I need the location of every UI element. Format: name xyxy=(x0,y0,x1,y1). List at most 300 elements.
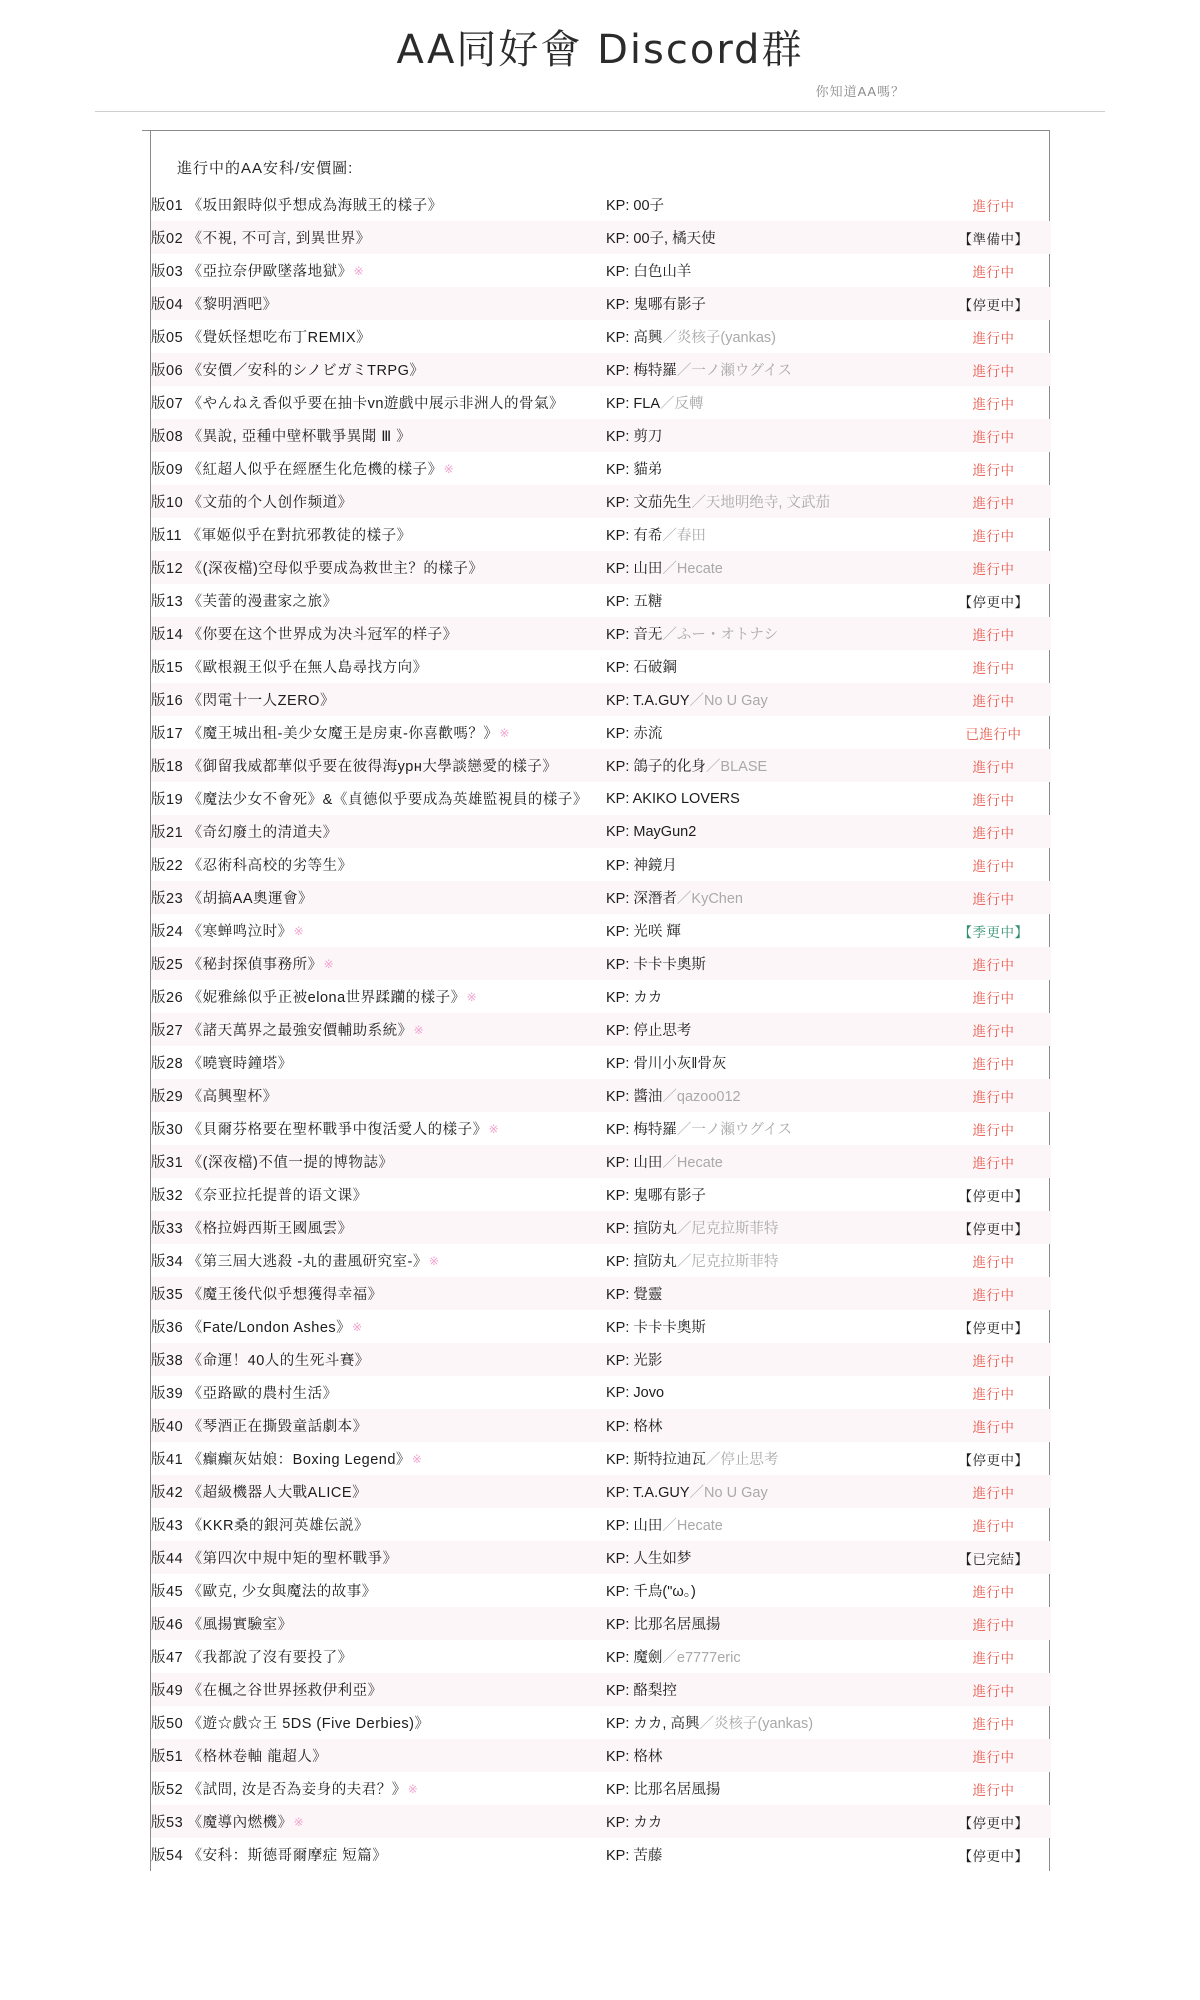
status-cell xyxy=(936,914,1051,947)
table-row[interactable] xyxy=(151,1013,1051,1046)
kp-prefix: KP: 覺靈 xyxy=(606,1287,663,1303)
table-row[interactable] xyxy=(151,617,1051,650)
board-number: 版30 xyxy=(151,1122,188,1138)
project-title: 《やんねえ香似乎要在抽卡vn遊戲中展示非洲人的骨氣》 xyxy=(187,396,564,412)
frame-top-border xyxy=(150,130,1050,143)
status-cell xyxy=(936,1046,1051,1079)
table-row[interactable] xyxy=(151,1409,1051,1442)
project-title: 《不視, 不可言, 到異世界》 xyxy=(187,231,371,247)
kp-cell xyxy=(606,1574,936,1607)
status-cell xyxy=(936,1475,1051,1508)
kp-cell xyxy=(606,1343,936,1376)
status-badge: 進行中 xyxy=(972,1155,1015,1171)
status-cell xyxy=(936,254,1051,287)
table-row[interactable] xyxy=(151,815,1051,848)
board-number: 版33 xyxy=(151,1221,188,1237)
status-badge: 進行中 xyxy=(972,1353,1015,1369)
table-row[interactable] xyxy=(151,716,1051,749)
status-cell xyxy=(936,419,1051,452)
board-number: 版34 xyxy=(151,1254,188,1270)
table-row[interactable] xyxy=(151,353,1051,386)
project-title-cell[interactable] xyxy=(151,1409,606,1442)
table-row[interactable] xyxy=(151,584,1051,617)
status-badge: 進行中 xyxy=(972,1584,1015,1600)
status-cell xyxy=(936,1277,1051,1310)
adult-mark-icon: ※ xyxy=(413,1023,424,1037)
status-cell xyxy=(936,716,1051,749)
project-title-cell[interactable] xyxy=(151,716,606,749)
board-number: 版38 xyxy=(151,1353,188,1369)
status-badge: 進行中 xyxy=(972,1683,1015,1699)
kp-cell xyxy=(606,1112,936,1145)
table-row[interactable] xyxy=(151,749,1051,782)
table-row[interactable] xyxy=(151,386,1051,419)
board-number: 版15 xyxy=(151,660,188,676)
project-title-cell[interactable] xyxy=(151,1640,606,1673)
project-title-cell[interactable] xyxy=(151,1112,606,1145)
project-title-cell[interactable] xyxy=(151,881,606,914)
project-title-cell[interactable] xyxy=(151,485,606,518)
project-title-cell[interactable] xyxy=(151,1178,606,1211)
kp-alias: ／尼克拉斯菲特 xyxy=(676,1254,779,1270)
project-title-cell[interactable] xyxy=(151,1805,606,1838)
board-number: 版06 xyxy=(151,363,188,379)
status-cell xyxy=(936,1838,1051,1871)
project-title: 《黎明酒吧》 xyxy=(187,297,278,313)
project-title: 《安科：斯德哥爾摩症 短篇》 xyxy=(187,1848,388,1864)
kp-prefix: KP: 揎防丸 xyxy=(606,1254,677,1270)
subtitle-row xyxy=(95,81,1105,101)
board-number: 版32 xyxy=(151,1188,188,1204)
project-title-cell[interactable] xyxy=(151,386,606,419)
kp-prefix: KP: 梅特羅 xyxy=(606,363,677,379)
table-row[interactable] xyxy=(151,980,1051,1013)
table-row[interactable] xyxy=(151,1607,1051,1640)
kp-cell xyxy=(606,980,936,1013)
table-row[interactable] xyxy=(151,1574,1051,1607)
status-cell xyxy=(936,1310,1051,1343)
project-title-cell[interactable] xyxy=(151,914,606,947)
kp-cell xyxy=(606,848,936,881)
board-number: 版08 xyxy=(151,429,188,445)
kp-prefix: KP: AKIKO LOVERS xyxy=(606,790,740,807)
kp-alias: ／e7777eric xyxy=(662,1650,741,1666)
kp-cell xyxy=(606,1310,936,1343)
project-title: 《亞路歐的農村生活》 xyxy=(187,1386,338,1402)
kp-cell xyxy=(606,386,936,419)
project-title-cell[interactable] xyxy=(151,1046,606,1079)
project-title-cell[interactable] xyxy=(151,551,606,584)
kp-alias: ／一ノ瀬ウグイス xyxy=(676,363,793,379)
kp-prefix: KP: 光影 xyxy=(606,1353,663,1369)
table-row[interactable] xyxy=(151,1640,1051,1673)
status-badge: 進行中 xyxy=(972,1617,1015,1633)
kp-cell xyxy=(606,485,936,518)
project-title: 《我都說了沒有要投了》 xyxy=(187,1650,353,1666)
project-title: 《魔法少女不會死》&《貞德似乎要成為英雄監視員的樣子》 xyxy=(187,792,588,808)
project-title-cell[interactable] xyxy=(151,848,606,881)
table-row[interactable] xyxy=(151,650,1051,683)
kp-cell xyxy=(606,1838,936,1871)
kp-alias: ／一ノ瀬ウグイス xyxy=(676,1122,793,1138)
kp-prefix: KP: 酪梨控 xyxy=(606,1683,677,1699)
board-number: 版23 xyxy=(151,891,188,907)
status-badge: 進行中 xyxy=(972,1122,1015,1138)
table-row[interactable] xyxy=(151,1343,1051,1376)
kp-alias: ／停止思考 xyxy=(705,1452,779,1468)
project-title-cell[interactable] xyxy=(151,947,606,980)
status-cell xyxy=(936,980,1051,1013)
project-title: 《覺妖怪想吃布丁REMIX》 xyxy=(187,330,372,346)
project-title-cell[interactable] xyxy=(151,584,606,617)
kp-prefix: KP: カカ xyxy=(606,990,663,1006)
project-title: 《KKR桑的銀河英雄伝説》 xyxy=(187,1518,369,1534)
kp-cell xyxy=(606,188,936,221)
project-title-cell[interactable] xyxy=(151,452,606,485)
kp-prefix: KP: 五糖 xyxy=(606,594,663,610)
project-title: 《芙蕾的漫畫家之旅》 xyxy=(187,594,338,610)
status-cell xyxy=(936,1673,1051,1706)
board-number: 版05 xyxy=(151,330,188,346)
project-title-cell[interactable] xyxy=(151,1376,606,1409)
board-number: 版17 xyxy=(151,726,188,742)
project-title: 《癲癲灰姑娘：Boxing Legend》 xyxy=(187,1452,411,1468)
kp-prefix: KP: MayGun2 xyxy=(606,823,697,840)
kp-cell xyxy=(606,782,936,815)
project-title: 《胡搞AA奧運會》 xyxy=(187,891,314,907)
intro-text: 進行中的AA安科/安價圖: xyxy=(177,160,354,177)
table-row[interactable] xyxy=(151,848,1051,881)
kp-prefix: KP: 山田 xyxy=(606,561,663,577)
status-cell xyxy=(936,485,1051,518)
kp-alias: ／ふー・オトナシ xyxy=(662,627,779,643)
project-title-cell[interactable] xyxy=(151,1772,606,1805)
kp-cell xyxy=(606,1541,936,1574)
board-number: 版53 xyxy=(151,1815,188,1831)
project-title: 《亞拉奈伊歐墜落地獄》 xyxy=(187,264,353,280)
table-row[interactable] xyxy=(151,1673,1051,1706)
board-number: 版28 xyxy=(151,1056,188,1072)
project-title-cell[interactable] xyxy=(151,650,606,683)
kp-prefix: KP: 醬油 xyxy=(606,1089,663,1105)
kp-cell xyxy=(606,650,936,683)
adult-mark-icon: ※ xyxy=(411,1452,422,1466)
project-title-cell[interactable] xyxy=(151,1838,606,1871)
table-row[interactable] xyxy=(151,1244,1051,1277)
kp-prefix: KP: FLA xyxy=(606,396,660,412)
board-number: 版10 xyxy=(151,495,188,511)
status-cell xyxy=(936,1805,1051,1838)
kp-prefix: KP: カカ, 高興 xyxy=(606,1716,700,1732)
project-title-cell[interactable] xyxy=(151,683,606,716)
table-row[interactable] xyxy=(151,1079,1051,1112)
status-cell xyxy=(936,1739,1051,1772)
project-title-cell[interactable] xyxy=(151,1079,606,1112)
kp-prefix: KP: 苦藤 xyxy=(606,1848,663,1864)
kp-cell xyxy=(606,914,936,947)
status-badge: 進行中 xyxy=(972,462,1015,478)
adult-mark-icon: ※ xyxy=(488,1122,499,1136)
project-title-cell[interactable] xyxy=(151,782,606,815)
table-row[interactable] xyxy=(151,782,1051,815)
status-cell xyxy=(936,1541,1051,1574)
adult-mark-icon: ※ xyxy=(323,957,334,971)
kp-prefix: KP: 比那名居風揚 xyxy=(606,1617,721,1633)
project-title: 《第三屆大逃殺 -丸的畫風研究室-》 xyxy=(187,1254,428,1270)
board-number: 版46 xyxy=(151,1617,188,1633)
table-row[interactable] xyxy=(151,1805,1051,1838)
table-row[interactable] xyxy=(151,287,1051,320)
status-cell xyxy=(936,749,1051,782)
kp-cell xyxy=(606,1739,936,1772)
adult-mark-icon: ※ xyxy=(353,264,364,278)
status-cell xyxy=(936,1409,1051,1442)
project-title-cell[interactable] xyxy=(151,320,606,353)
status-cell xyxy=(936,518,1051,551)
project-title-cell[interactable] xyxy=(151,1475,606,1508)
kp-cell xyxy=(606,221,936,254)
adult-mark-icon: ※ xyxy=(428,1254,439,1268)
table-row[interactable] xyxy=(151,551,1051,584)
project-title-cell[interactable] xyxy=(151,980,606,1013)
kp-prefix: KP: 剪刀 xyxy=(606,429,663,445)
board-number: 版26 xyxy=(151,990,188,1006)
table-row[interactable] xyxy=(151,254,1051,287)
kp-cell xyxy=(606,1706,936,1739)
board-number: 版27 xyxy=(151,1023,188,1039)
kp-cell xyxy=(606,1475,936,1508)
table-row[interactable] xyxy=(151,1112,1051,1145)
status-badge: 【準備中】 xyxy=(958,231,1029,247)
kp-cell xyxy=(606,1442,936,1475)
project-title-cell[interactable] xyxy=(151,221,606,254)
project-title-cell[interactable] xyxy=(151,1310,606,1343)
table-row[interactable] xyxy=(151,221,1051,254)
kp-prefix: KP: 比那名居風揚 xyxy=(606,1782,721,1798)
kp-prefix: KP: Jovo xyxy=(606,1384,665,1401)
kp-prefix: KP: 石破鋼 xyxy=(606,660,677,676)
project-title: 《坂田銀時似乎想成為海賊王的樣子》 xyxy=(187,198,443,214)
board-number: 版51 xyxy=(151,1749,188,1765)
project-title-cell[interactable] xyxy=(151,1673,606,1706)
status-cell xyxy=(936,683,1051,716)
table-row[interactable] xyxy=(151,1310,1051,1343)
table-row[interactable] xyxy=(151,947,1051,980)
table-row[interactable] xyxy=(151,452,1051,485)
kp-prefix: KP: 神鏡月 xyxy=(606,858,677,874)
project-title: 《文茄的个人创作频道》 xyxy=(187,495,353,511)
kp-cell xyxy=(606,947,936,980)
kp-cell xyxy=(606,1673,936,1706)
table-row[interactable] xyxy=(151,1277,1051,1310)
status-cell xyxy=(936,1772,1051,1805)
status-cell xyxy=(936,353,1051,386)
board-number: 版45 xyxy=(151,1584,188,1600)
status-cell xyxy=(936,1343,1051,1376)
kp-alias: ／天地明绝寺, 文武茄 xyxy=(691,495,830,511)
kp-cell xyxy=(606,353,936,386)
project-title: 《格拉姆西斯王國風雲》 xyxy=(187,1221,353,1237)
status-cell xyxy=(936,848,1051,881)
project-title: 《Fate/London Ashes》 xyxy=(187,1320,352,1336)
kp-cell xyxy=(606,287,936,320)
table-row[interactable] xyxy=(151,1541,1051,1574)
board-number: 版43 xyxy=(151,1518,188,1534)
project-title-cell[interactable] xyxy=(151,419,606,452)
status-badge: 進行中 xyxy=(972,858,1015,874)
status-cell xyxy=(936,386,1051,419)
status-cell xyxy=(936,221,1051,254)
status-cell xyxy=(936,1508,1051,1541)
table-row[interactable] xyxy=(151,1706,1051,1739)
adult-mark-icon: ※ xyxy=(443,462,454,476)
project-title: 《妮雅絲似乎正被elona世界蹂躪的樣子》 xyxy=(187,990,466,1006)
project-title-cell[interactable] xyxy=(151,1013,606,1046)
table-row[interactable] xyxy=(151,683,1051,716)
project-title-cell[interactable] xyxy=(151,188,606,221)
project-title-cell[interactable] xyxy=(151,1343,606,1376)
kp-prefix: KP: 鴿子的化身 xyxy=(606,759,706,775)
kp-cell xyxy=(606,452,936,485)
project-title-cell[interactable] xyxy=(151,1244,606,1277)
project-title-cell[interactable] xyxy=(151,254,606,287)
table-row[interactable] xyxy=(151,1178,1051,1211)
status-cell xyxy=(936,947,1051,980)
status-badge: 進行中 xyxy=(972,957,1015,973)
project-title-cell[interactable] xyxy=(151,1739,606,1772)
kp-cell xyxy=(606,584,936,617)
content-frame xyxy=(150,130,1050,1871)
status-badge: 進行中 xyxy=(972,495,1015,511)
project-title: 《貝爾芬格要在聖杯戰爭中復活愛人的樣子》 xyxy=(187,1122,488,1138)
status-cell xyxy=(936,1079,1051,1112)
project-title: 《魔王後代似乎想獲得幸福》 xyxy=(187,1287,383,1303)
project-title: 《異說, 亞種中壁杯戰爭異聞 Ⅲ 》 xyxy=(187,429,412,445)
kp-prefix: KP: 人生如梦 xyxy=(606,1551,692,1567)
project-title-cell[interactable] xyxy=(151,1574,606,1607)
project-title-cell[interactable] xyxy=(151,1541,606,1574)
status-cell xyxy=(936,551,1051,584)
status-badge: 進行中 xyxy=(972,693,1015,709)
kp-prefix: KP: 鬼哪有影子 xyxy=(606,297,706,313)
project-title-cell[interactable] xyxy=(151,1706,606,1739)
status-badge: 進行中 xyxy=(972,330,1015,346)
status-cell xyxy=(936,782,1051,815)
project-title-cell[interactable] xyxy=(151,1145,606,1178)
project-title: 《在楓之谷世界拯救伊利亞》 xyxy=(187,1683,383,1699)
table-row[interactable] xyxy=(151,914,1051,947)
project-title-cell[interactable] xyxy=(151,518,606,551)
table-row[interactable] xyxy=(151,1508,1051,1541)
status-cell xyxy=(936,1112,1051,1145)
project-title-cell[interactable] xyxy=(151,1211,606,1244)
page-subtitle: 你知道AA嗎？ xyxy=(815,84,905,99)
table-row[interactable] xyxy=(151,1475,1051,1508)
kp-cell xyxy=(606,617,936,650)
table-row[interactable] xyxy=(151,1442,1051,1475)
adult-mark-icon: ※ xyxy=(293,924,304,938)
table-row[interactable] xyxy=(151,485,1051,518)
project-title-cell[interactable] xyxy=(151,1607,606,1640)
project-title-cell[interactable] xyxy=(151,353,606,386)
project-title-cell[interactable] xyxy=(151,749,606,782)
status-cell xyxy=(936,1211,1051,1244)
kp-prefix: KP: 00子 xyxy=(606,198,665,214)
table-row[interactable] xyxy=(151,1145,1051,1178)
status-badge: 【停更中】 xyxy=(958,594,1029,610)
board-number: 版19 xyxy=(151,792,188,808)
project-title-cell[interactable] xyxy=(151,1508,606,1541)
board-number: 版21 xyxy=(151,825,188,841)
status-badge: 進行中 xyxy=(972,528,1015,544)
kp-prefix: KP: 文茄先生 xyxy=(606,495,692,511)
project-title-cell[interactable] xyxy=(151,1277,606,1310)
status-badge: 【停更中】 xyxy=(958,1452,1029,1468)
status-badge: 進行中 xyxy=(972,1089,1015,1105)
kp-cell xyxy=(606,1079,936,1112)
status-badge: 進行中 xyxy=(972,627,1015,643)
project-title-cell[interactable] xyxy=(151,617,606,650)
board-number: 版24 xyxy=(151,924,188,940)
kp-cell xyxy=(606,1409,936,1442)
adult-mark-icon: ※ xyxy=(352,1320,363,1334)
kp-cell xyxy=(606,254,936,287)
project-title-cell[interactable] xyxy=(151,815,606,848)
status-cell xyxy=(936,617,1051,650)
status-badge: 進行中 xyxy=(972,1287,1015,1303)
status-cell xyxy=(936,1244,1051,1277)
status-badge: 進行中 xyxy=(972,1518,1015,1534)
kp-alias: ／KyChen xyxy=(676,891,743,907)
project-title-cell[interactable] xyxy=(151,1442,606,1475)
kp-prefix: KP: 赤流 xyxy=(606,726,663,742)
kp-prefix: KP: 梅特羅 xyxy=(606,1122,677,1138)
adult-mark-icon: ※ xyxy=(499,726,510,740)
board-number: 版49 xyxy=(151,1683,188,1699)
table-row[interactable] xyxy=(151,1739,1051,1772)
kp-cell xyxy=(606,1013,936,1046)
project-title: 《歐克, 少女與魔法的故事》 xyxy=(187,1584,377,1600)
status-badge: 已進行中 xyxy=(965,726,1022,742)
table-row[interactable] xyxy=(151,881,1051,914)
project-title: 《風揚實驗室》 xyxy=(187,1617,293,1633)
status-cell xyxy=(936,188,1051,221)
status-badge: 【已完結】 xyxy=(958,1551,1029,1567)
table-row[interactable] xyxy=(151,1838,1051,1871)
status-badge: 進行中 xyxy=(972,429,1015,445)
kp-cell xyxy=(606,1607,936,1640)
table-row[interactable] xyxy=(151,1046,1051,1079)
kp-cell xyxy=(606,1178,936,1211)
table-row[interactable] xyxy=(151,320,1051,353)
table-row[interactable] xyxy=(151,419,1051,452)
board-number: 版13 xyxy=(151,594,188,610)
table-row[interactable] xyxy=(151,188,1051,221)
table-row[interactable] xyxy=(151,1211,1051,1244)
table-row[interactable] xyxy=(151,1376,1051,1409)
project-title-cell[interactable] xyxy=(151,287,606,320)
board-number: 版14 xyxy=(151,627,188,643)
board-number: 版31 xyxy=(151,1155,188,1171)
table-row[interactable] xyxy=(151,1772,1051,1805)
status-badge: 進行中 xyxy=(972,990,1015,1006)
project-title: 《寒蝉鸣泣时》 xyxy=(187,924,293,940)
board-number: 版40 xyxy=(151,1419,188,1435)
table-row[interactable] xyxy=(151,518,1051,551)
status-badge: 【停更中】 xyxy=(958,1188,1029,1204)
kp-prefix: KP: 卡卡卡奧斯 xyxy=(606,1320,706,1336)
kp-cell xyxy=(606,1640,936,1673)
